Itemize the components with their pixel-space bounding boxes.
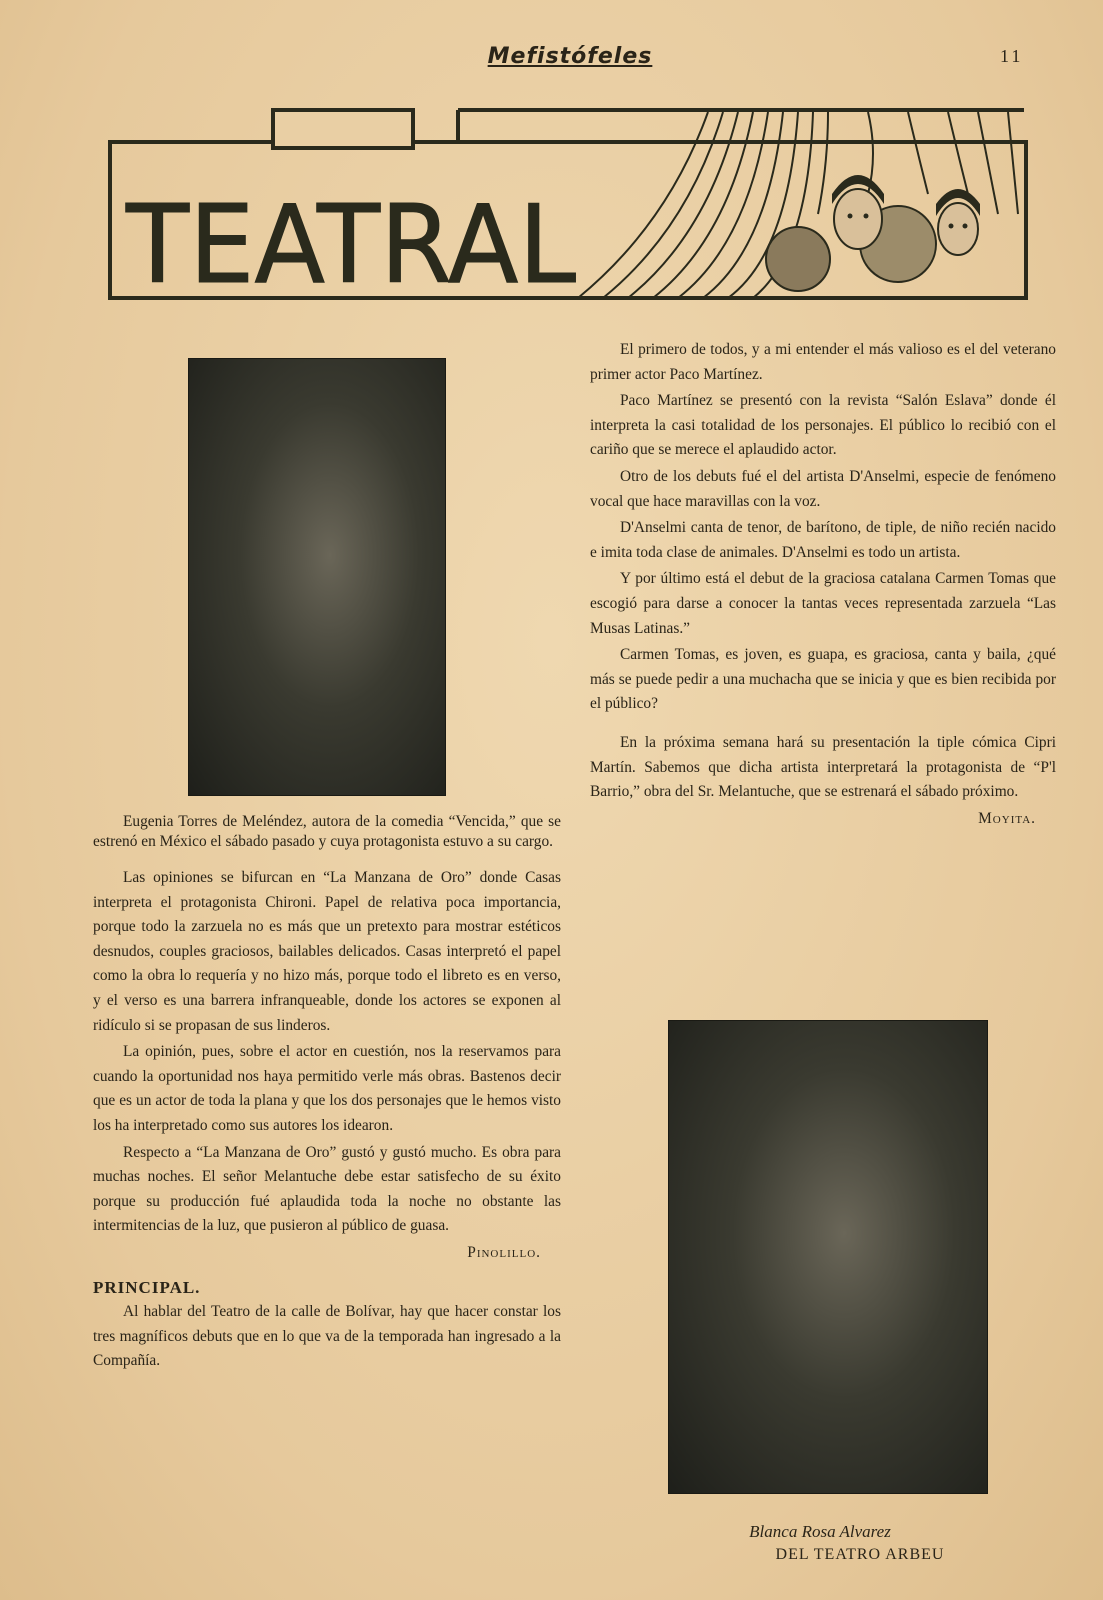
section-heading-principal: PRINCIPAL. bbox=[93, 1277, 201, 1297]
photo-caption-theatre: DEL TEATRO ARBEU bbox=[775, 1546, 945, 1563]
article-paragraph: D'Anselmi canta de tenor, de barítono, de tiple, de niño recién nacido e imita toda clase de animales. D'Anselmi es todo un artista. bbox=[590, 519, 1056, 561]
ornament-disc bbox=[766, 227, 830, 291]
photo-caption-name: Blanca Rosa Alvarez bbox=[749, 1522, 891, 1541]
teatral-banner bbox=[108, 104, 1028, 304]
article-paragraph: El primero de todos, y a mi entender el más valioso es el del veterano primer actor Paco Martínez. bbox=[590, 341, 1056, 383]
article-paragraph: Las opiniones se bifurcan en “La Manzana de Oro” donde Casas interpreta el protagonista Chironi. Papel de relativa poca importancia, porque todo la zarzuela no es más que un pretexto para mostrar estéticos desnudos, couples graciosos, bailables delicados. Casas interpretó el papel como la obra lo requería y no hizo más, porque todo el libreto es en verso, y el verso es una barrera infranqueable, donde los actores se exponen al ridículo si se propasan de sus linderos. bbox=[93, 869, 561, 1034]
portrait-photo-blanca bbox=[668, 1020, 988, 1494]
article-paragraph: En la próxima semana hará su presentación la tiple cómica Cipri Martín. Sabemos que dicha artista interpretará la protagonista de “P'l Barrio,” obra del Sr. Melantuche, que se estrenará el sábado próximo. bbox=[590, 733, 1056, 801]
masthead: Mefistófeles bbox=[487, 44, 653, 69]
photo-caption-blanca bbox=[700, 1522, 1020, 1564]
article-paragraph: Y por último está el debut de la graciosa catalana Carmen Tomas que escogió para darse a conocer la tantas veces representada zarzuela “Las Musas Latinas.” bbox=[590, 570, 1056, 637]
article-paragraph: Otro de los debuts fué el del artista D'Anselmi, especie de fenómeno vocal que hace maravillas con la voz. bbox=[590, 467, 1056, 510]
signature-pinolillo: Pinolillo. bbox=[467, 1243, 541, 1261]
article-paragraph: Al hablar del Teatro de la calle de Bolívar, hay que hacer constar los tres magníficos debuts que en lo que va de la temporada han ingresado a la Compañía. bbox=[93, 1303, 561, 1370]
portrait-photo-eugenia bbox=[188, 358, 446, 796]
photo-caption-eugenia: Eugenia Torres de Meléndez, autora de la comedia “Vencida,” que se estrenó en México el sábado pasado y cuya protagonista estuvo a su cargo. bbox=[93, 813, 561, 850]
article-paragraph: Respecto a “La Manzana de Oro” gustó y gustó mucho. Es obra para muchas noches. El señor Melantuche debe estar satisfecho de su éxito porque su producción fué aplaudida toda la noche no obstante las intermitencias de la luz, que pusieron al público de guasa. bbox=[93, 1143, 561, 1235]
left-column bbox=[93, 812, 561, 1376]
right-column bbox=[590, 338, 1056, 831]
article-paragraph: La opinión, pues, sobre el actor en cuestión, nos la reservamos para cuando la oportunidad nos haya permitido verle más obras. Bastenos decir que es un actor de toda la plana y que los dos personajes que le hemos visto los ha interpretado como sus autores los idearon. bbox=[93, 1043, 561, 1134]
signature-moyita: Moyita. bbox=[978, 809, 1036, 827]
banner-title: TEATRAL bbox=[125, 183, 577, 304]
article-paragraph: Paco Martínez se presentó con la revista “Salón Eslava” donde él interpreta la casi totalidad de los personajes. El público lo recibió con el cariño que se merece el aplaudido actor. bbox=[590, 392, 1056, 459]
article-paragraph: Carmen Tomas, es joven, es guapa, es graciosa, canta y baila, ¿qué más se puede pedir a una muchacha que se inicia y que es bien recibida por el público? bbox=[590, 646, 1056, 713]
page-number: 11 bbox=[1000, 46, 1024, 66]
